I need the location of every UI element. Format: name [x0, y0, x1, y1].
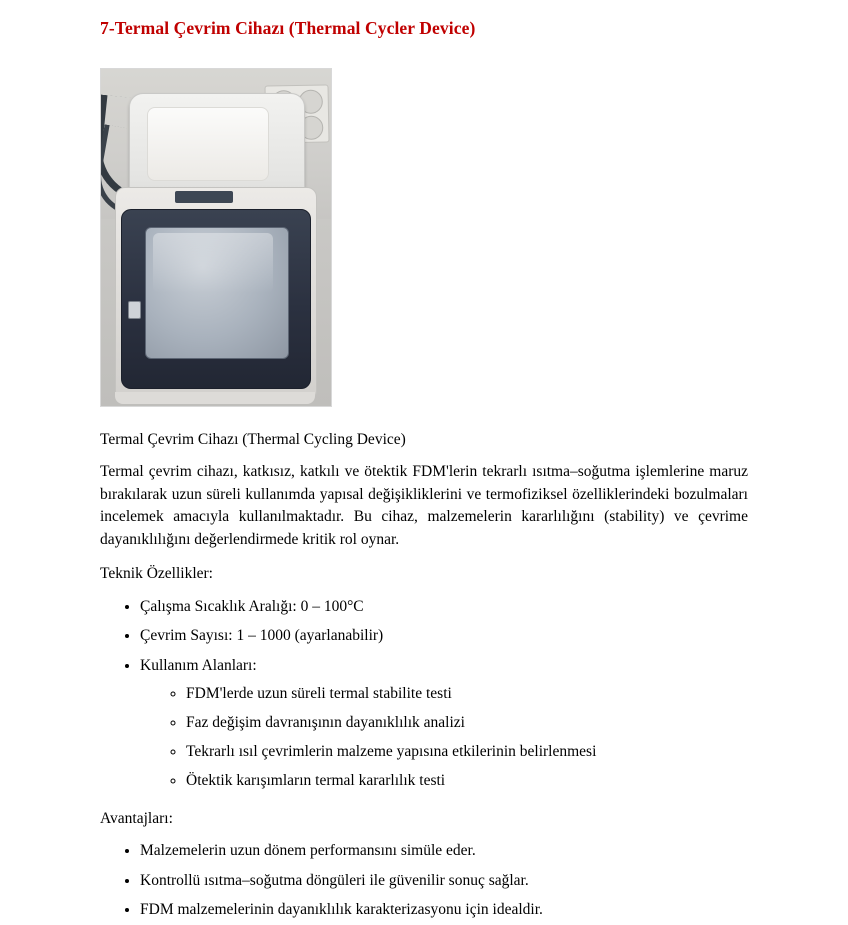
list-item-label: Faz değişim davranışının dayanıklılık analizi [186, 713, 465, 731]
list-item-label: Çevrim Sayısı: 1 – 1000 (ayarlanabilir) [140, 627, 384, 645]
thermal-cycler-figure [100, 68, 332, 407]
list-item-label: Ötektik karışımların termal kararlılık testi [186, 771, 446, 789]
list-item [140, 866, 748, 895]
list-item-label: FDM malzemelerinin dayanıklılık karakterizasyonu için idealdir. [140, 901, 543, 919]
screen-glare [153, 233, 273, 293]
list-item [140, 592, 748, 621]
thermal-cycler-photo [101, 69, 331, 406]
advantages-list [100, 836, 748, 924]
device-lid-inner [147, 107, 269, 181]
device-base [115, 392, 315, 404]
list-item-label: Kullanım Alanları: [140, 656, 257, 674]
list-item [140, 895, 748, 924]
list-item [140, 621, 748, 650]
advantages-heading: Avantajları: [100, 809, 173, 827]
page-title: 7-Termal Çevrim Cihazı (Thermal Cycler Device) [100, 18, 476, 38]
device-brand-badge [175, 191, 233, 203]
list-item [186, 767, 748, 796]
list-item [186, 738, 748, 767]
usage-sub-list [140, 680, 748, 796]
description-paragraph: Termal çevrim cihazı, katkısız, katkılı ve ötektik FDM'lerin tekrarlı ısıtma–soğutma işlemlerine maruz bırakılarak uzun süreli kullanımda yapısal değişikliklerini ve termofiziksel özelliklerindeki bozulmaları incelemek amacıyla kullanılmaktadır. Bu cihaz, malzemelerin kararlılığını (stability) ve çevrime dayanıklılığını değerlendirmede kritik rol oynar. [100, 463, 748, 548]
list-item-label: FDM'lerde uzun süreli termal stabilite testi [186, 685, 452, 702]
list-item [186, 680, 748, 709]
list-item-label: Çalışma Sıcaklık Aralığı: 0 – 100°C [140, 597, 364, 615]
usb-port-icon [128, 301, 141, 319]
list-item-label: Malzemelerin uzun dönem performansını simüle eder. [140, 842, 476, 860]
list-item [140, 651, 748, 796]
list-item [140, 836, 748, 865]
specs-heading: Teknik Özellikler: [100, 565, 213, 583]
specs-list [100, 592, 748, 796]
figure-caption: Termal Çevrim Cihazı (Thermal Cycling Device) [100, 430, 406, 448]
list-item-label: Kontrollü ısıtma–soğutma döngüleri ile güvenilir sonuç sağlar. [140, 871, 529, 889]
list-item-label: Tekrarlı ısıl çevrimlerin malzeme yapısına etkilerinin belirlenmesi [186, 742, 597, 760]
list-item [186, 709, 748, 738]
